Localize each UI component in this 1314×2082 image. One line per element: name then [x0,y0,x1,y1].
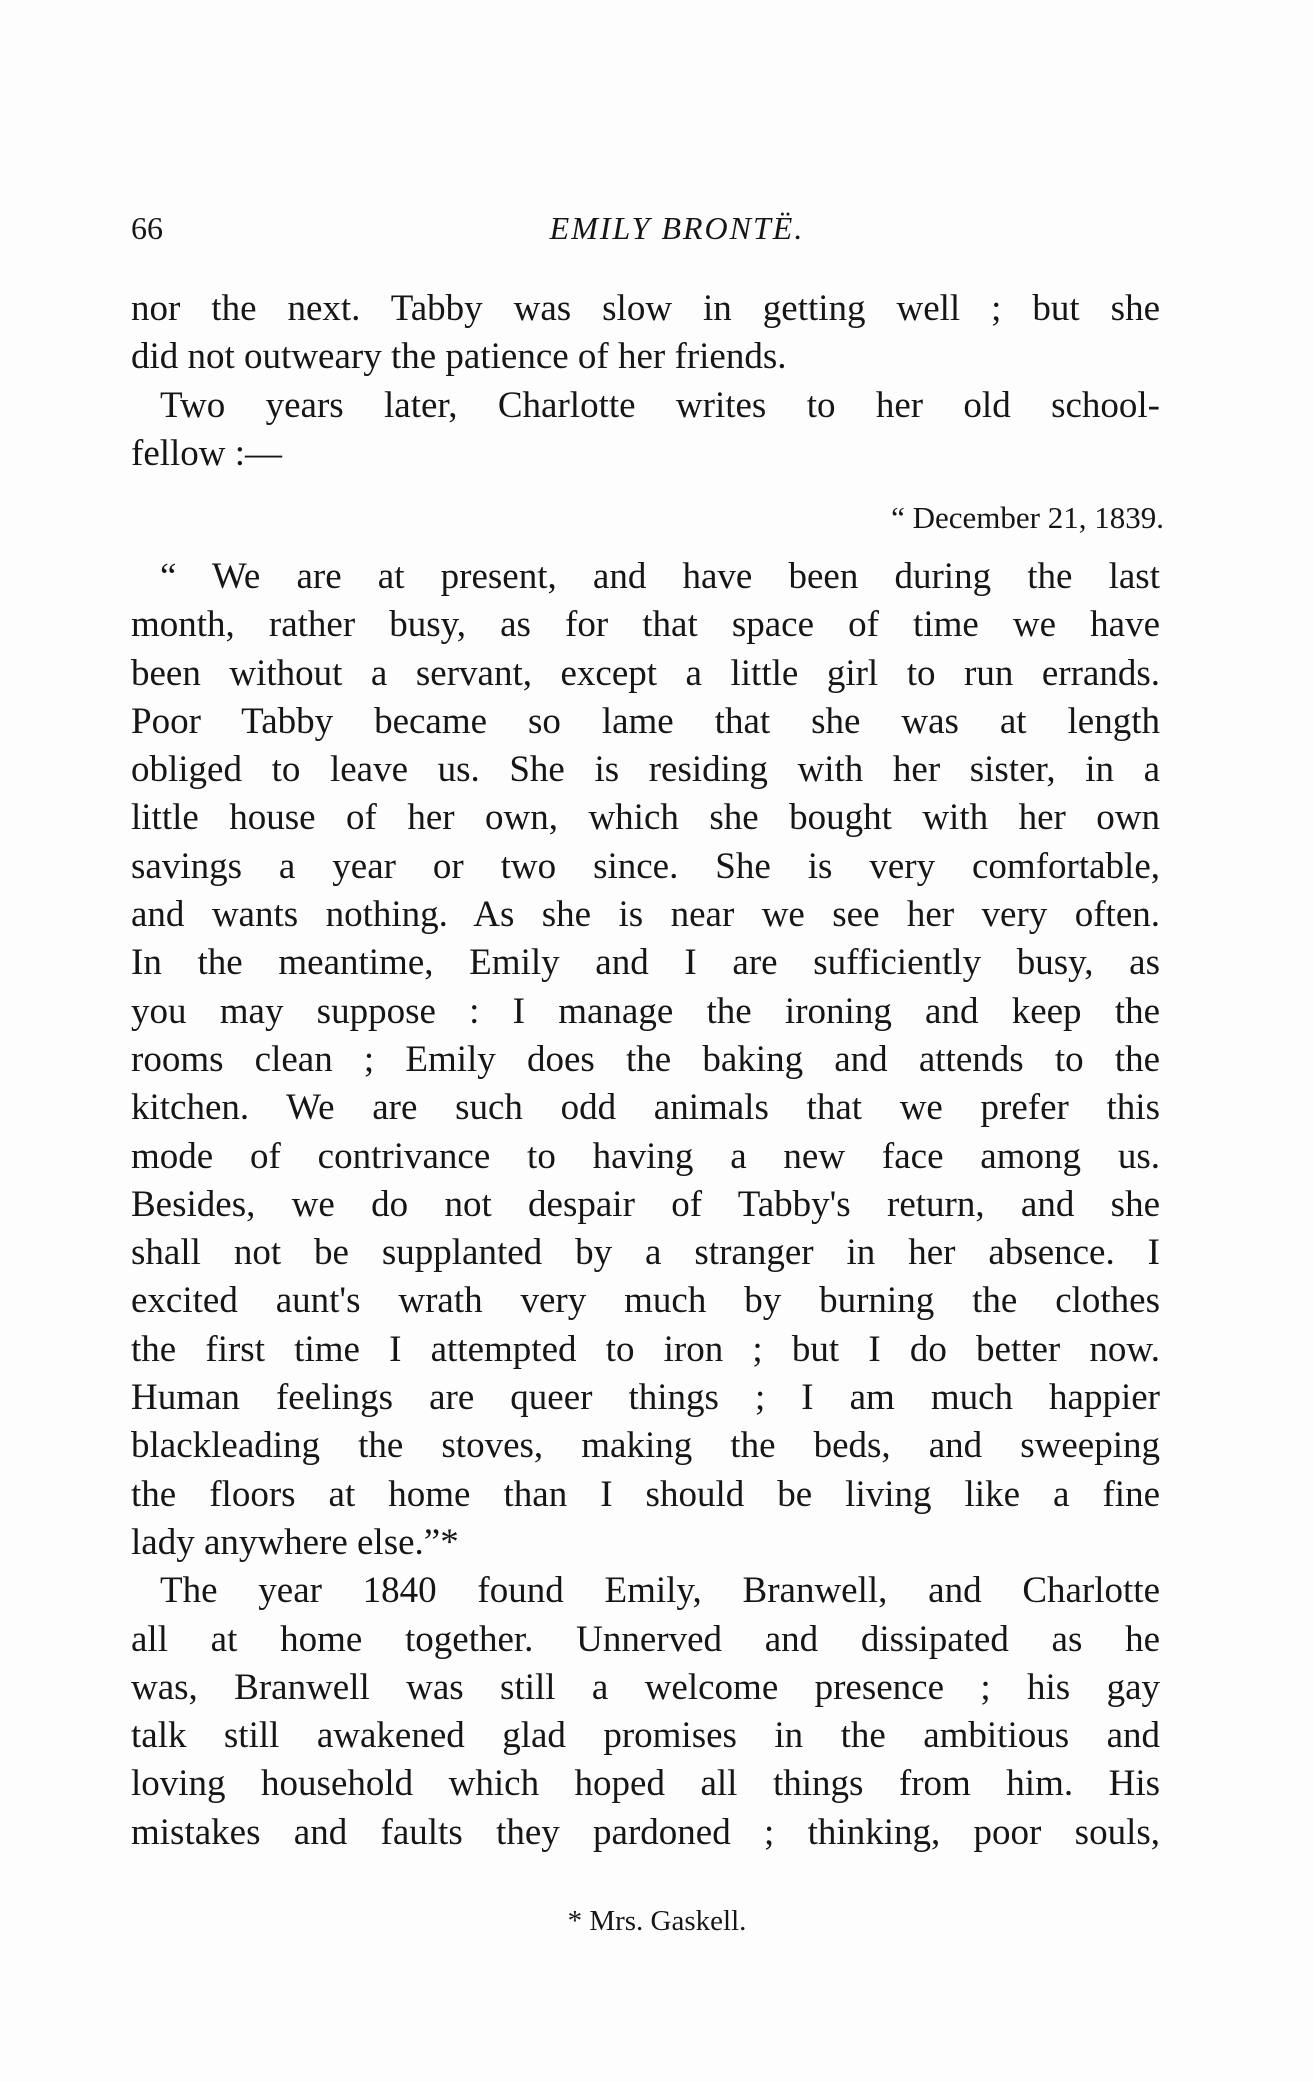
text-line: Two years later, Charlotte writes to her old school- [160,384,1160,426]
text-line: “ We are at present, and have been during the last [160,556,1160,597]
text-line: The year 1840 found Emily, Branwell, and Charlotte [160,1570,1160,1612]
intro-text [131,285,1160,478]
text-line: Besides, we do not despair of Tabby's return, and she [131,1183,1160,1225]
text-line: the first time I attempted to iron ; but I do better now. [131,1328,1160,1370]
text-line: shall not be supplanted by a stranger in her absence. I [131,1232,1160,1274]
body-text [131,553,1160,1857]
text-line: nor the next. Tabby was slow in getting well ; but she [131,288,1160,329]
text-line: kitchen. We are such odd animals that we prefer this [131,1087,1160,1129]
text-line: Human feelings are queer things ; I am much happier [131,1377,1160,1419]
text-line: excited aunt's wrath very much by burning the clothes [131,1280,1160,1322]
text-line: In the meantime, Emily and I are sufficiently busy, as [131,942,1160,984]
text-line: talk still awakened glad promises in the ambitious and [131,1715,1160,1757]
text-line: mistakes and faults they pardoned ; thinking, poor souls, [131,1811,1160,1853]
running-title: EMILY BRONTË. [549,210,805,246]
footnote: * Mrs. Gaskell. [567,1905,747,1937]
text-line: little house of her own, which she bought with her own [131,797,1160,839]
text-line: Poor Tabby became so lame that she was at length [131,700,1160,742]
text-line: rooms clean ; Emily does the baking and attends to the [131,1038,1160,1080]
text-line: month, rather busy, as for that space of time we have [131,604,1160,646]
text-line: you may suppose : I manage the ironing and keep the [131,990,1160,1032]
letter-date: “ December 21, 1839. [891,500,1164,535]
text-line: blackleading the stoves, making the beds, and sweeping [131,1425,1160,1467]
text-line: lady anywhere else.”* [131,1521,459,1563]
text-line: did not outweary the patience of her friends. [131,336,787,378]
text-line: all at home together. Unnerved and dissipated as he [131,1618,1160,1660]
text-line: and wants nothing. As she is near we see her very often. [131,894,1160,936]
text-line: fellow :— [131,432,283,474]
text-line: savings a year or two since. She is very comfortable, [131,845,1160,887]
text-line: was, Branwell was still a welcome presence ; his gay [131,1666,1160,1708]
text-line: been without a servant, except a little girl to run errands. [131,652,1160,694]
text-line: loving household which hoped all things from him. His [131,1763,1160,1805]
text-line: mode of contrivance to having a new face among us. [131,1135,1160,1177]
text-line: obliged to leave us. She is residing with her sister, in a [131,749,1160,791]
text-line: the floors at home than I should be living like a fine [131,1473,1160,1515]
page-number: 66 [131,210,163,246]
